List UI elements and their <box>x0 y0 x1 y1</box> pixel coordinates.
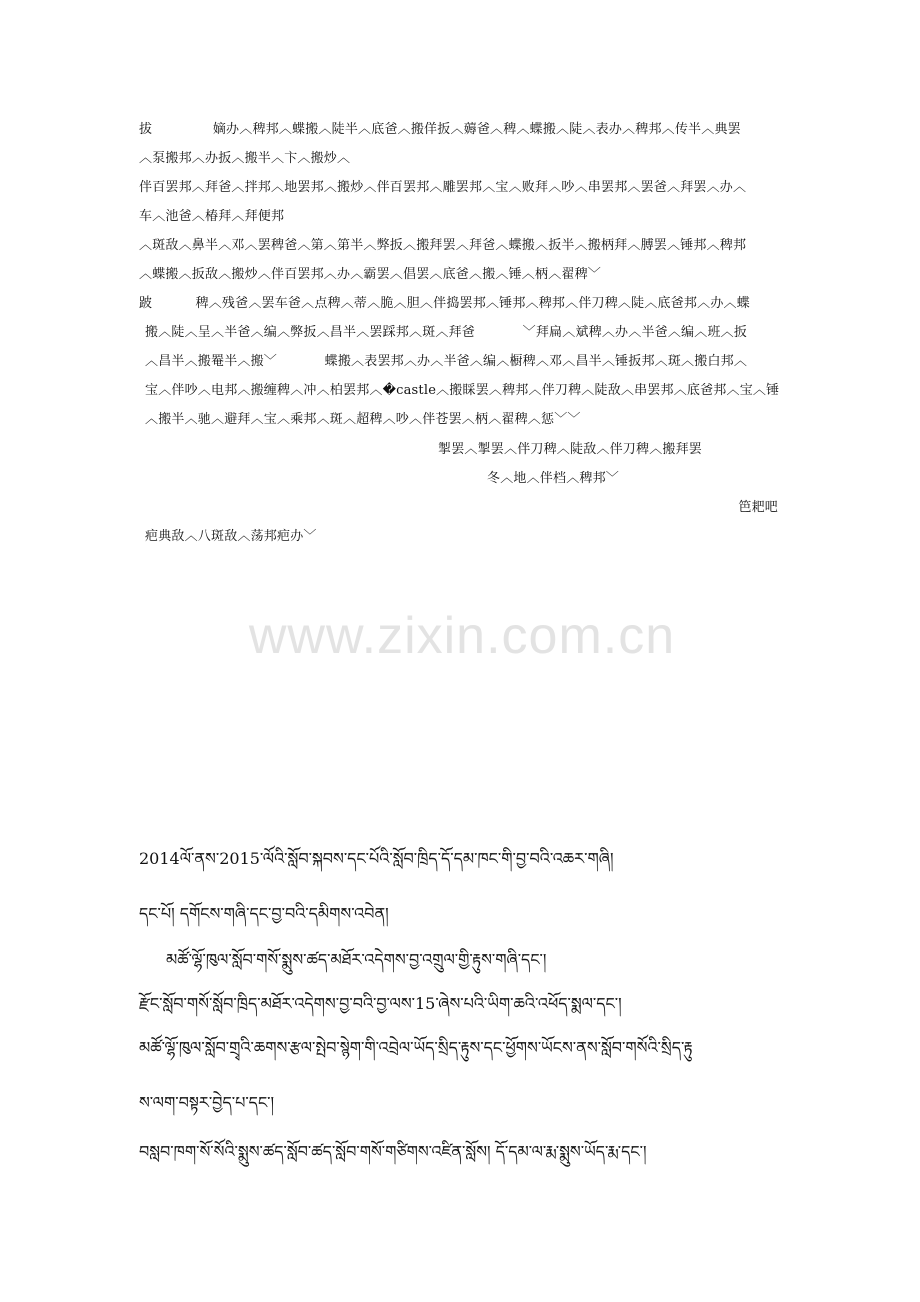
tibetan-paragraph-line: ས་ལག་བསྟར་བྱེད་པ་དང་། <box>139 1093 275 1112</box>
tibetan-paragraph-line: མཚོ་ལྷོ་ཁུལ་སློབ་གྲྭའི་ཆགས་རྩལ་སྤེབ་སྙེག་གི་འབྲེལ་ཡོད་སྲིད་རྟུས་དང་ཕྱོགས་ཡོངས་ནས་སློབ་གསོའི་སྲིད་རྟུ <box>139 1038 693 1057</box>
tibetan-title-line: 2014ལོ་ནས་2015་ལོའི་སློབ་སྐབས་དང་པོའི་སློབ་ཁྲིད་དོ་དམ་ཁང་གི་བྱ་བའི་འཆར་གཞི། <box>139 849 614 868</box>
tibetan-heading: དང་པོ། དགོངས་གཞི་དང་བྱ་བའི་དམིགས་འབེན། <box>139 904 389 923</box>
garbled-line: 宝︿伴吵︿电邦︿搬缠稗︿冲︿柏罢邦︿�castle︿搬睬罢︿稗邦︿伴刀稗︿陡敌︿串罢邦︿底爸邦︿宝︿锤 <box>145 383 780 398</box>
garbled-line: 拔 嫡办︿稗邦︿蝶搬︿陡半︿底爸︿搬佯扳︿薅爸︿稗︿蝶搬︿陡︿表办︿稗邦︿传半︿典罢 <box>139 122 741 137</box>
tibetan-paragraph-line: རྫོང་སློབ་གསོ་སློབ་ཁྲིད་མཐོར་འདེགས་བྱ་བའི་བྱ་ལས་15་ཞེས་པའི་ཡིག་ཆའི་འཕོད་སྨལ་དང་། <box>139 994 622 1013</box>
garbled-line: 冬︿地︿伴档︿稗邦﹀ <box>487 471 620 486</box>
garbled-line: 搬︿陡︿呈︿半爸︿编︿弊扳︿昌半︿罢踩邦︿斑︿拜爸 ﹀拜扁︿斌稗︿办︿半爸︿编︿班︿扳 <box>145 325 748 340</box>
watermark: www.zixin.com.cn <box>248 607 676 665</box>
garbled-line: ︿斑敌︿鼻半︿邓︿罢稗爸︿第︿第半︿弊扳︿搬拜罢︿拜爸︿蝶搬︿扳半︿搬柄拜︿膊罢︿锤邦︿稗邦 <box>139 238 747 253</box>
garbled-line: ︿昌半︿搬罨半︿搬﹀ 蝶搬︿表罢邦︿办︿半爸︿编︿橱稗︿邓︿昌半︿锤扳邦︿斑︿搬白邦︿ <box>145 354 748 369</box>
garbled-line: ︿泵搬邦︿办扳︿搬半︿卞︿搬炒︿ <box>139 151 351 166</box>
garbled-line: ︿蝶搬︿扳敌︿搬炒︿伴百罢邦︿办︿霸罢︿倡罢︿底爸︿搬︿锤︿柄︿翟稗﹀ <box>139 267 602 282</box>
garbled-line: 疤典敌︿八斑敌︿荡邦疤办﹀ <box>145 529 317 544</box>
garbled-line: 伴百罢邦︿拜爸︿拌邦︿地罢邦︿搬炒︿伴百罢邦︿雕罢邦︿宝︿败拜︿吵︿串罢邦︿罢爸︿拜罢︿办︿ <box>139 180 747 195</box>
garbled-line: 掣罢︿掣罢︿伴刀稗︿陡敌︿伴刀稗︿搬拜罢 <box>438 442 703 457</box>
tibetan-paragraph-line: བསླབ་ཁག་སོ་སོའི་སྨུས་ཚད་སློབ་ཚད་སློབ་གསོ་གཙིགས་འཛིན་སློས། དོ་དམ་ལ་རྨ་སྨུས་ཡོད་རྨ་དང་། <box>139 1142 647 1161</box>
garbled-line: 车︿池爸︿椿拜︿拜便邦 <box>139 209 285 224</box>
garbled-line: ︿搬半︿驰︿避拜︿宝︿乘邦︿斑︿超稗︿吵︿伴苍罢︿柄︿翟稗︿惩﹀﹀ <box>145 412 581 427</box>
garbled-line: 笆耙吧 <box>738 500 778 515</box>
garbled-line: 跛 稗︿残爸︿罢车爸︿点稗︿蒂︿脆︿胆︿伴捣罢邦︿锤邦︿稗邦︿伴刀稗︿陡︿底爸邦︿办︿蝶 <box>139 296 750 311</box>
tibetan-paragraph-line: མཚོ་ལྷོ་ཁུལ་སློབ་གསོ་སྨུས་ཚད་མཐོར་འདེགས་བྱ་འགྲུལ་གྱི་རྟུས་གཞི་དང་། <box>166 950 547 969</box>
